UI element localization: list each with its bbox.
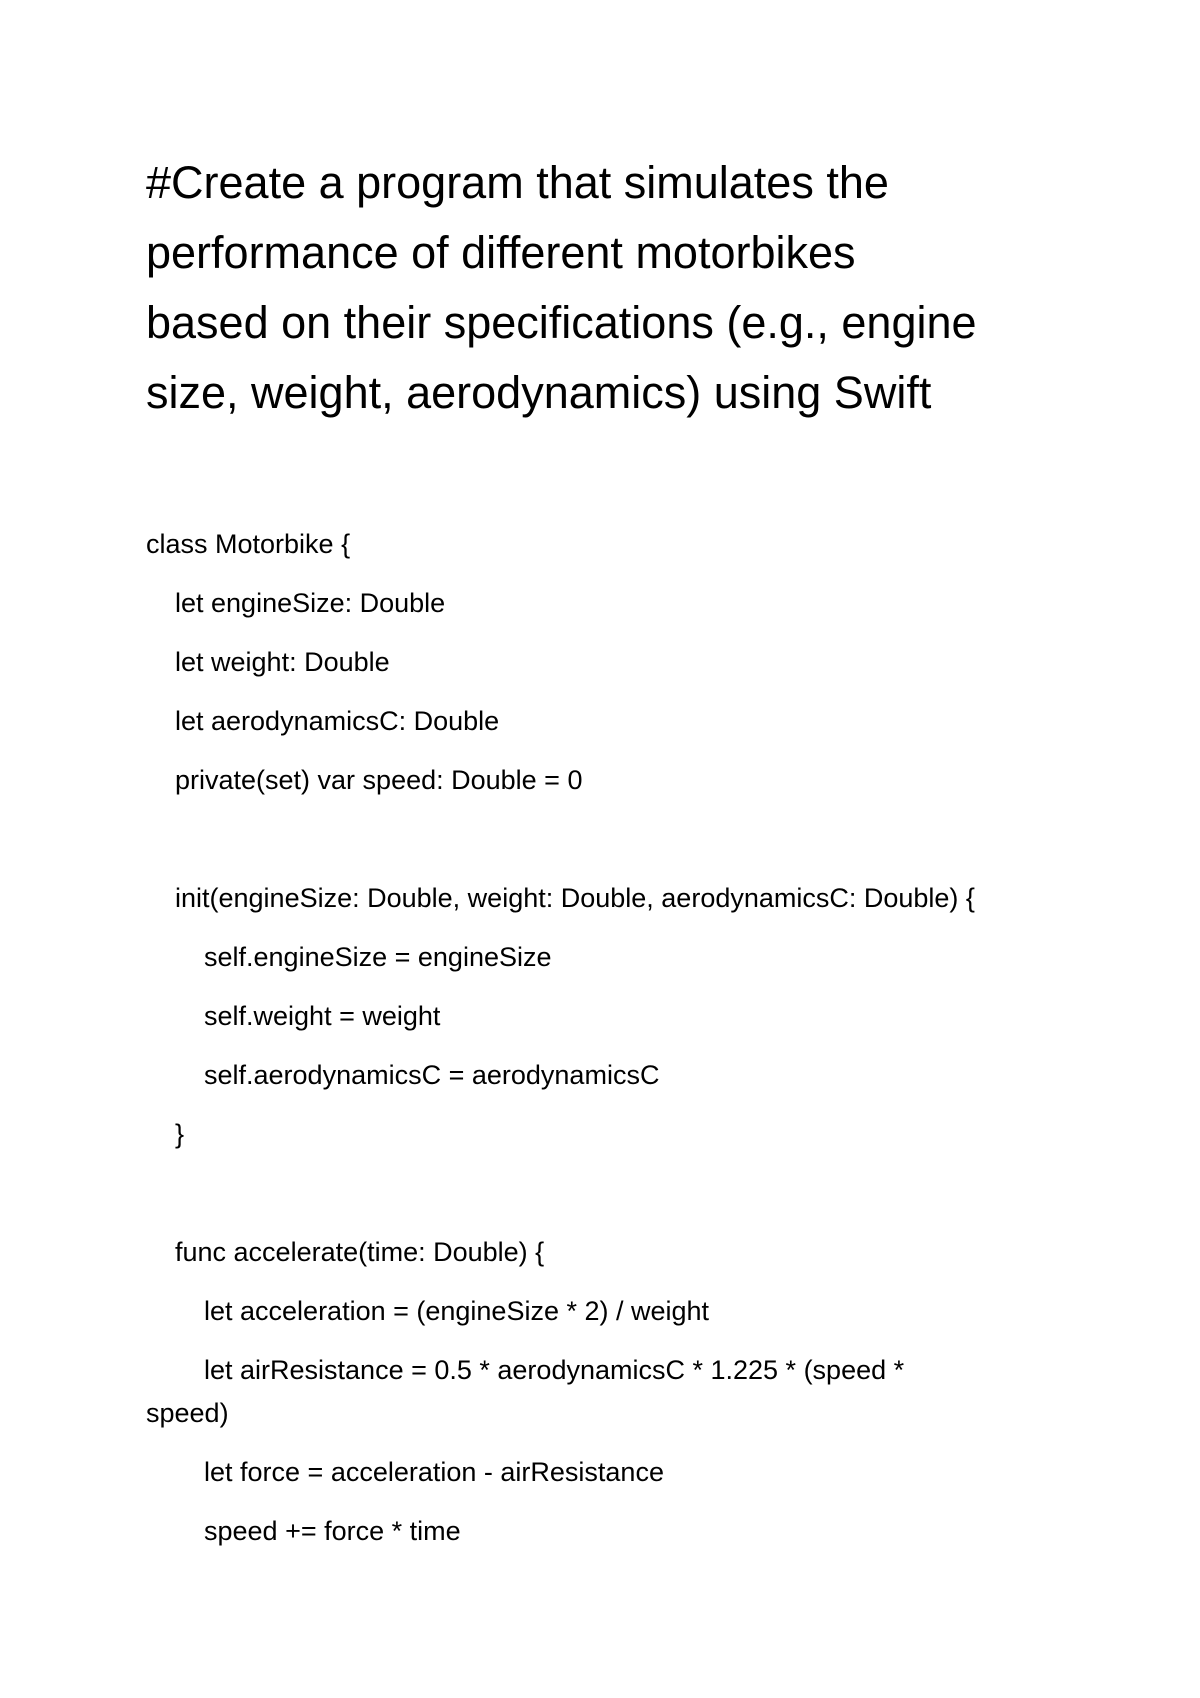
- code-line-force: let force = acceleration - airResistance: [204, 1457, 664, 1487]
- code-line-acceleration: let acceleration = (engineSize * 2) / weight: [204, 1296, 710, 1326]
- code-line-init-close-brace: }: [175, 1119, 185, 1149]
- code-line-engine-size-property: let engineSize: Double: [175, 588, 446, 618]
- heading-line: performance of different motorbikes: [146, 227, 856, 278]
- code-line-speed-property: private(set) var speed: Double = 0: [175, 765, 583, 795]
- heading-line: based on their specifications (e.g., engine: [146, 297, 977, 348]
- code-line-accelerate-signature: func accelerate(time: Double) {: [175, 1237, 545, 1267]
- code-line-init-signature: init(engineSize: Double, weight: Double, aerodynamicsC: Double) {: [175, 883, 975, 913]
- document-heading: [146, 148, 1076, 428]
- code-line-aerodynamics-property: let aerodynamicsC: Double: [175, 706, 500, 736]
- code-line-weight-property: let weight: Double: [175, 647, 390, 677]
- code-line-assign-weight: self.weight = weight: [204, 1001, 441, 1031]
- code-line-air-resistance: let airResistance = 0.5 * aerodynamicsC * 1.225 * (speed *: [204, 1355, 905, 1385]
- code-line-assign-engine-size: self.engineSize = engineSize: [204, 942, 552, 972]
- heading-line: size, weight, aerodynamics) using Swift: [146, 367, 932, 418]
- heading-line: #Create a program that simulates the: [146, 157, 889, 208]
- code-line-class-declaration: class Motorbike {: [146, 529, 351, 559]
- code-line-assign-aerodynamics: self.aerodynamicsC = aerodynamicsC: [204, 1060, 660, 1090]
- code-line-speed-update: speed += force * time: [204, 1516, 461, 1546]
- code-line-air-resistance-wrap: speed): [146, 1398, 229, 1428]
